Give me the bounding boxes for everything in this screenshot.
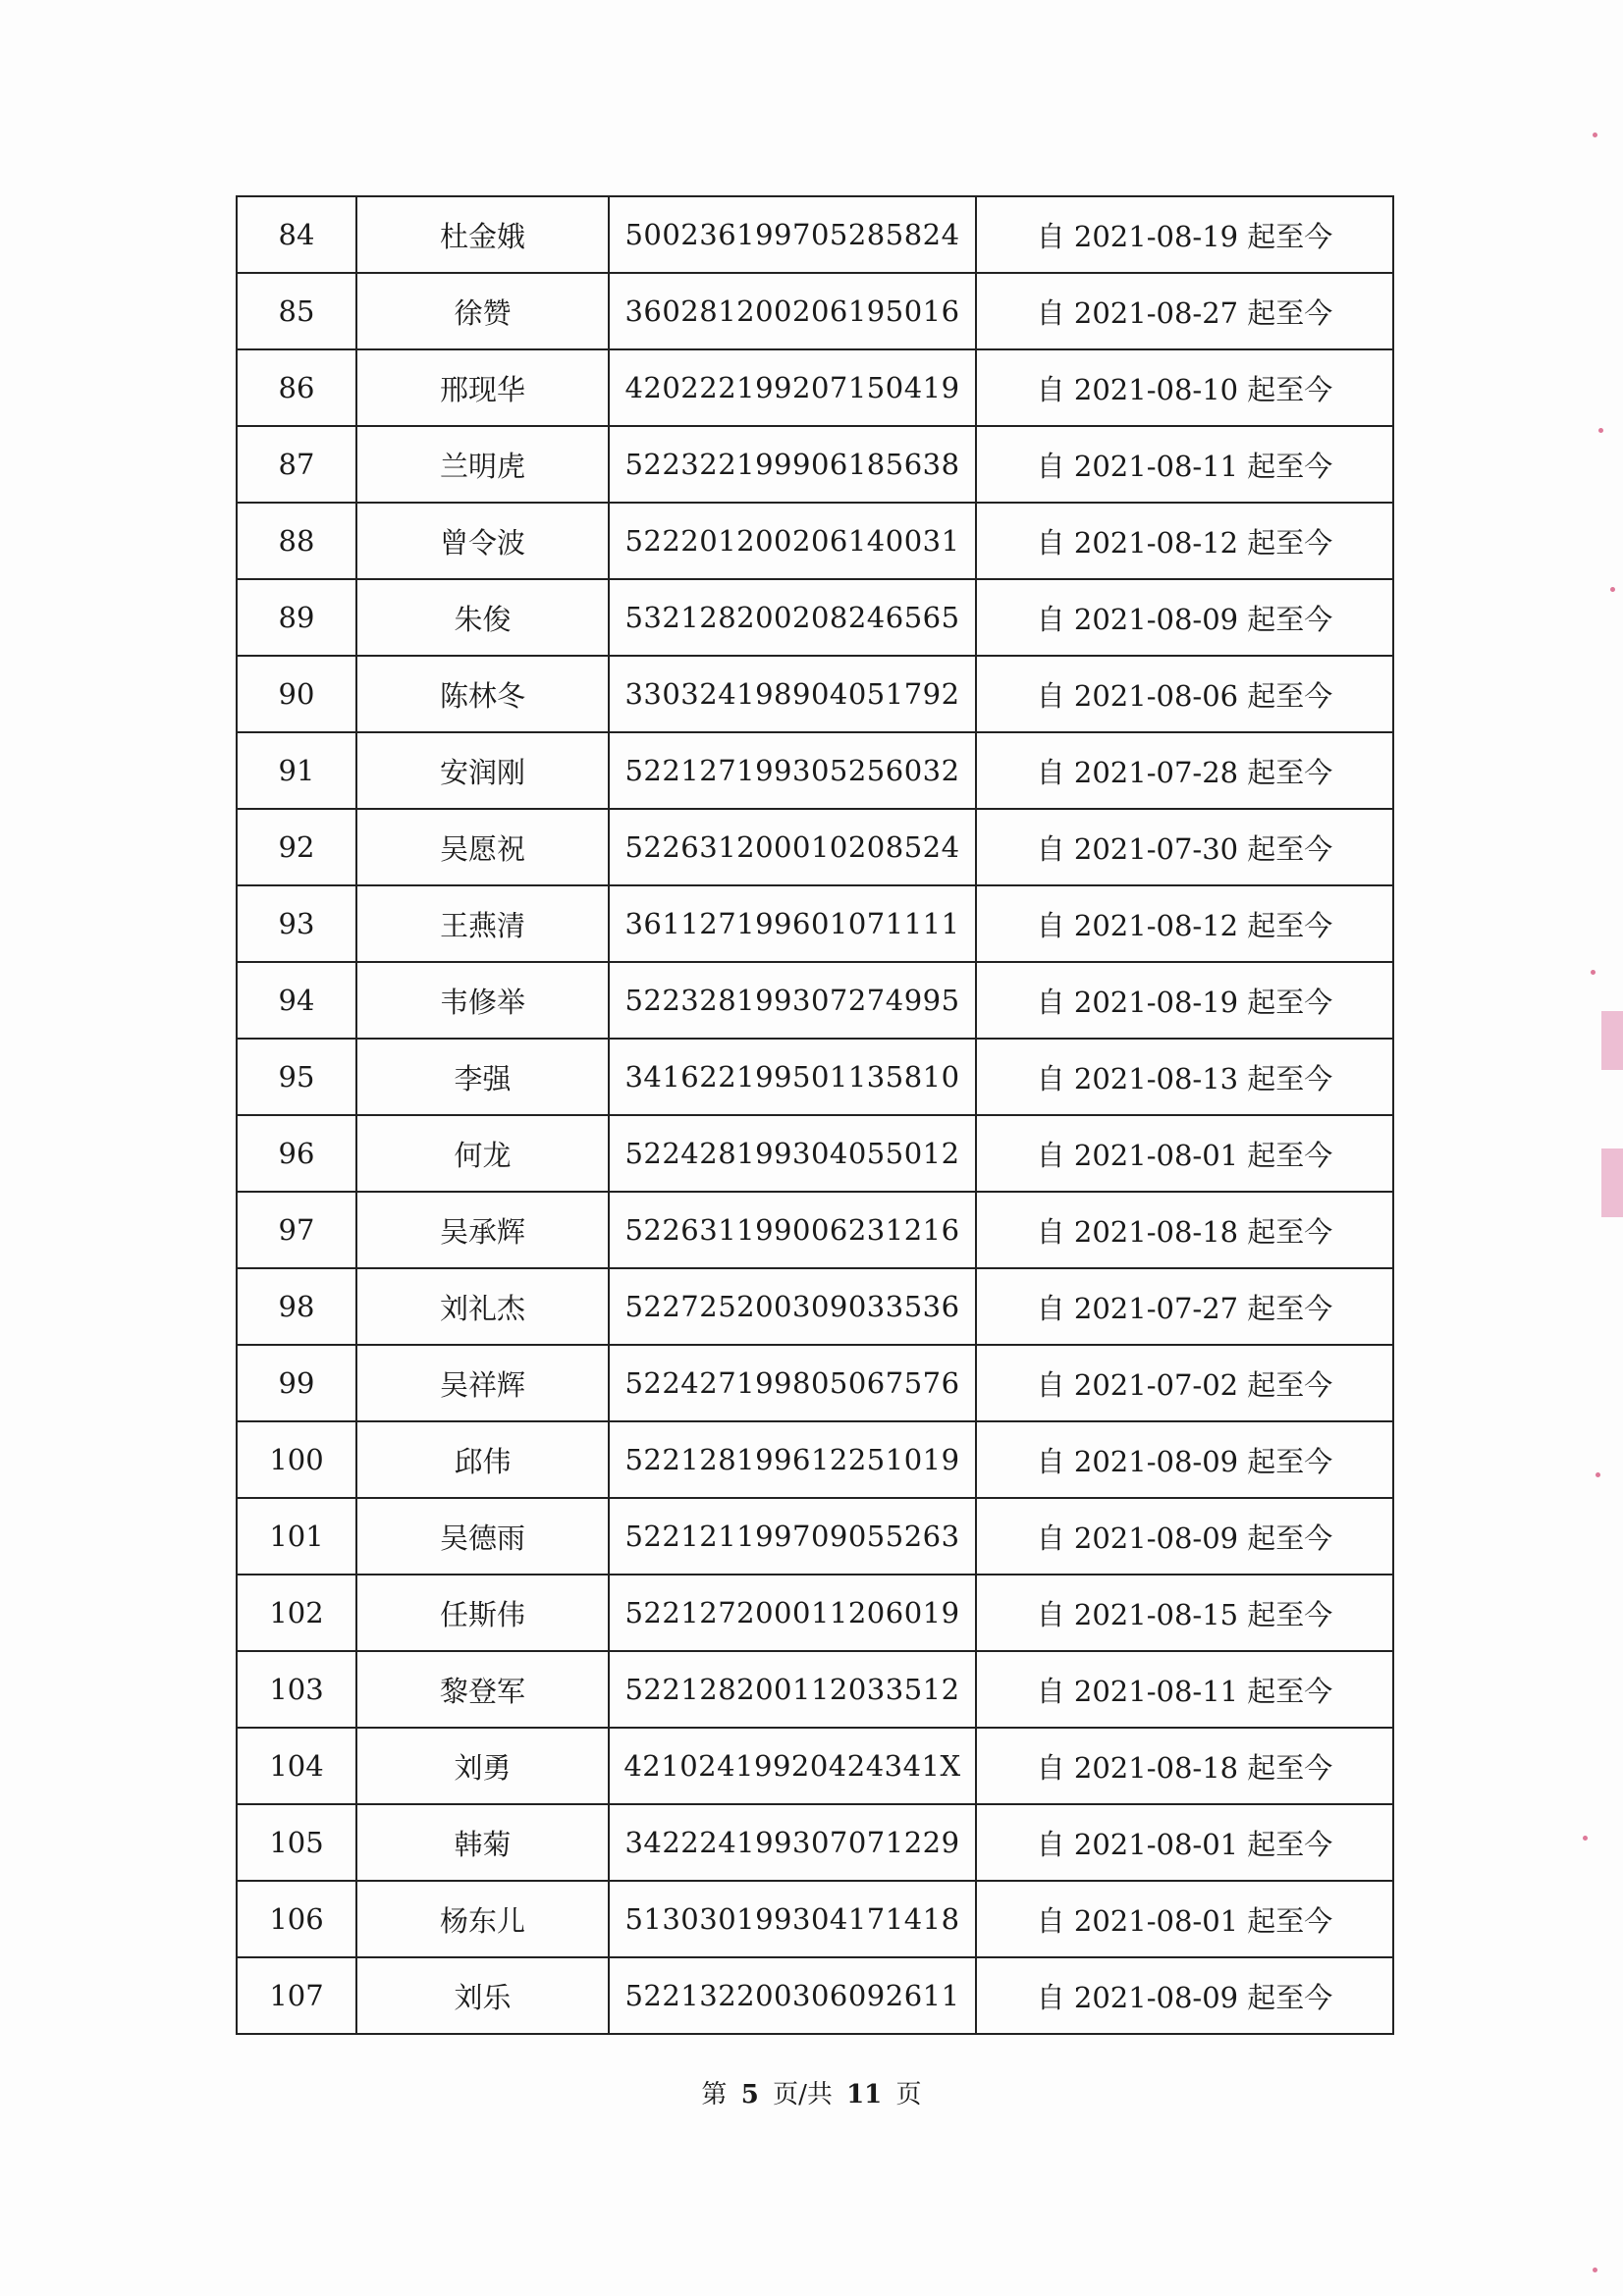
table-row (237, 1498, 1393, 1575)
name-cell: 何龙 (356, 1115, 609, 1192)
name-cell: 曾令波 (356, 503, 609, 579)
table-row (237, 809, 1393, 885)
id-number-cell: 522428199304055012 (609, 1115, 976, 1192)
period-cell: 自 2021-08-10 起至今 (976, 349, 1393, 426)
table-row (237, 1881, 1393, 1957)
period-cell: 自 2021-08-12 起至今 (976, 885, 1393, 962)
table-row (237, 1268, 1393, 1345)
table-row (237, 1804, 1393, 1881)
row-number-cell: 104 (237, 1728, 356, 1804)
row-number-cell: 93 (237, 885, 356, 962)
table-row (237, 349, 1393, 426)
table-row (237, 962, 1393, 1039)
records-body (237, 196, 1393, 2034)
period-cell: 自 2021-08-11 起至今 (976, 426, 1393, 503)
id-number-cell: 330324198904051792 (609, 656, 976, 732)
row-number-cell: 95 (237, 1039, 356, 1115)
row-number-cell: 96 (237, 1115, 356, 1192)
row-number-cell: 84 (237, 196, 356, 273)
row-number-cell: 86 (237, 349, 356, 426)
name-cell: 刘勇 (356, 1728, 609, 1804)
row-number-cell: 101 (237, 1498, 356, 1575)
period-cell: 自 2021-08-19 起至今 (976, 196, 1393, 273)
id-number-cell: 522328199307274995 (609, 962, 976, 1039)
period-cell: 自 2021-08-09 起至今 (976, 579, 1393, 656)
period-cell: 自 2021-07-28 起至今 (976, 732, 1393, 809)
seal-speck (1610, 587, 1615, 592)
row-number-cell: 99 (237, 1345, 356, 1421)
seal-speck (1596, 1472, 1600, 1477)
period-cell: 自 2021-08-01 起至今 (976, 1115, 1393, 1192)
name-cell: 徐赞 (356, 273, 609, 349)
period-cell: 自 2021-08-19 起至今 (976, 962, 1393, 1039)
name-cell: 兰明虎 (356, 426, 609, 503)
id-number-cell: 522201200206140031 (609, 503, 976, 579)
name-cell: 吴愿祝 (356, 809, 609, 885)
table-row (237, 1651, 1393, 1728)
name-cell: 陈林冬 (356, 656, 609, 732)
table-row (237, 1115, 1393, 1192)
seal-speck (1593, 133, 1597, 137)
period-cell: 自 2021-07-30 起至今 (976, 809, 1393, 885)
footer-current-page: 5 (740, 2080, 759, 2109)
row-number-cell: 92 (237, 809, 356, 885)
name-cell: 安润刚 (356, 732, 609, 809)
table-row (237, 1039, 1393, 1115)
id-number-cell: 522127199305256032 (609, 732, 976, 809)
name-cell: 任斯伟 (356, 1575, 609, 1651)
period-cell: 自 2021-07-02 起至今 (976, 1345, 1393, 1421)
id-number-cell: 513030199304171418 (609, 1881, 976, 1957)
row-number-cell: 106 (237, 1881, 356, 1957)
row-number-cell: 100 (237, 1421, 356, 1498)
row-number-cell: 87 (237, 426, 356, 503)
id-number-cell: 522121199709055263 (609, 1498, 976, 1575)
seal-edge-mark (1601, 1148, 1623, 1217)
table-row (237, 1957, 1393, 2034)
table-row (237, 196, 1393, 273)
name-cell: 邱伟 (356, 1421, 609, 1498)
row-number-cell: 94 (237, 962, 356, 1039)
table-row (237, 503, 1393, 579)
id-number-cell: 522631200010208524 (609, 809, 976, 885)
period-cell: 自 2021-08-09 起至今 (976, 1957, 1393, 2034)
seal-speck (1583, 1836, 1588, 1841)
records-table (236, 195, 1394, 2035)
row-number-cell: 88 (237, 503, 356, 579)
table-row (237, 885, 1393, 962)
period-cell: 自 2021-08-09 起至今 (976, 1421, 1393, 1498)
row-number-cell: 97 (237, 1192, 356, 1268)
name-cell: 韦修举 (356, 962, 609, 1039)
table-row (237, 1575, 1393, 1651)
row-number-cell: 102 (237, 1575, 356, 1651)
id-number-cell: 341622199501135810 (609, 1039, 976, 1115)
id-number-cell: 420222199207150419 (609, 349, 976, 426)
seal-speck (1593, 2268, 1597, 2272)
name-cell: 刘乐 (356, 1957, 609, 2034)
table-row (237, 656, 1393, 732)
row-number-cell: 98 (237, 1268, 356, 1345)
table-row (237, 1421, 1393, 1498)
table-row (237, 273, 1393, 349)
name-cell: 杜金娥 (356, 196, 609, 273)
id-number-cell: 522128200112033512 (609, 1651, 976, 1728)
table-row (237, 426, 1393, 503)
name-cell: 朱俊 (356, 579, 609, 656)
name-cell: 吴祥辉 (356, 1345, 609, 1421)
footer-middle: 页/共 (773, 2080, 833, 2109)
id-number-cell: 532128200208246565 (609, 579, 976, 656)
row-number-cell: 91 (237, 732, 356, 809)
name-cell: 吴德雨 (356, 1498, 609, 1575)
id-number-cell: 522725200309033536 (609, 1268, 976, 1345)
period-cell: 自 2021-08-11 起至今 (976, 1651, 1393, 1728)
footer-total-pages: 11 (846, 2080, 883, 2109)
id-number-cell: 522127200011206019 (609, 1575, 976, 1651)
id-number-cell: 522427199805067576 (609, 1345, 976, 1421)
id-number-cell: 522132200306092611 (609, 1957, 976, 2034)
period-cell: 自 2021-08-13 起至今 (976, 1039, 1393, 1115)
seal-edge-mark (1601, 1011, 1623, 1070)
period-cell: 自 2021-08-15 起至今 (976, 1575, 1393, 1651)
table-row (237, 579, 1393, 656)
period-cell: 自 2021-08-27 起至今 (976, 273, 1393, 349)
name-cell: 李强 (356, 1039, 609, 1115)
name-cell: 邢现华 (356, 349, 609, 426)
footer-suffix: 页 (895, 2080, 922, 2109)
table-row (237, 732, 1393, 809)
table-row (237, 1192, 1393, 1268)
footer-prefix: 第 (701, 2080, 728, 2109)
name-cell: 王燕清 (356, 885, 609, 962)
id-number-cell: 522322199906185638 (609, 426, 976, 503)
id-number-cell: 522631199006231216 (609, 1192, 976, 1268)
period-cell: 自 2021-08-06 起至今 (976, 656, 1393, 732)
id-number-cell: 42102419920424341X (609, 1728, 976, 1804)
row-number-cell: 105 (237, 1804, 356, 1881)
row-number-cell: 89 (237, 579, 356, 656)
period-cell: 自 2021-07-27 起至今 (976, 1268, 1393, 1345)
period-cell: 自 2021-08-01 起至今 (976, 1804, 1393, 1881)
row-number-cell: 103 (237, 1651, 356, 1728)
period-cell: 自 2021-08-18 起至今 (976, 1192, 1393, 1268)
row-number-cell: 85 (237, 273, 356, 349)
name-cell: 刘礼杰 (356, 1268, 609, 1345)
table-row (237, 1728, 1393, 1804)
name-cell: 黎登军 (356, 1651, 609, 1728)
period-cell: 自 2021-08-09 起至今 (976, 1498, 1393, 1575)
name-cell: 杨东儿 (356, 1881, 609, 1957)
name-cell: 韩菊 (356, 1804, 609, 1881)
page-footer (0, 2074, 1623, 2110)
period-cell: 自 2021-08-18 起至今 (976, 1728, 1393, 1804)
name-cell: 吴承辉 (356, 1192, 609, 1268)
seal-speck (1591, 970, 1596, 975)
seal-speck (1598, 428, 1603, 433)
id-number-cell: 522128199612251019 (609, 1421, 976, 1498)
period-cell: 自 2021-08-12 起至今 (976, 503, 1393, 579)
row-number-cell: 90 (237, 656, 356, 732)
table-row (237, 1345, 1393, 1421)
row-number-cell: 107 (237, 1957, 356, 2034)
period-cell: 自 2021-08-01 起至今 (976, 1881, 1393, 1957)
id-number-cell: 342224199307071229 (609, 1804, 976, 1881)
id-number-cell: 360281200206195016 (609, 273, 976, 349)
id-number-cell: 500236199705285824 (609, 196, 976, 273)
id-number-cell: 361127199601071111 (609, 885, 976, 962)
